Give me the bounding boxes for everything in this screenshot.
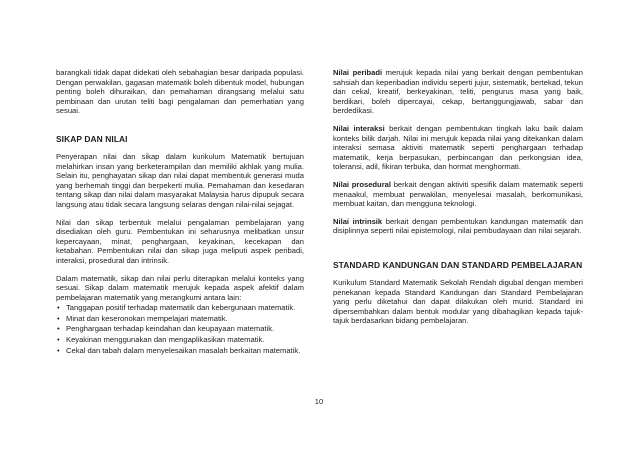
list-item: • Tanggapan positif terhadap matematik dan kebergunaan matematik. — [56, 303, 304, 313]
attitude-list — [56, 303, 304, 355]
page-number: 10 — [314, 397, 324, 406]
value-term: Nilai peribadi — [333, 68, 383, 77]
value-term: Nilai prosedural — [333, 179, 391, 189]
value-text: berkait dengan aktiviti spesifik dalam matematik seperti menaakul, membuat perwakilan, menyelesai masalah, berkomunikasi, membuat kaitan, dan mengguna teknologi. — [333, 179, 583, 209]
value-paragraph-peribadi — [333, 68, 583, 116]
value-paragraph-prosedural — [333, 180, 583, 209]
value-text: merujuk kepada nilai yang berkait dengan pembentukan sahsiah dan keperibadian individu seperti jujur, sistematik, bertekad, tekun dan cekal, kreatif, berkeyakinan, teliti, pengurus masa yang baik, berdikari, boleh dipercayai, cekap, bertanggungjawab, sabar dan berdedikasi. — [333, 68, 583, 116]
value-paragraph-interaksi — [333, 124, 583, 172]
section-heading-sikap-nilai: SIKAP DAN NILAI — [56, 133, 128, 144]
paragraph: Penyerapan nilai dan sikap dalam kurikulum Matematik bertujuan melahirkan insan yang berketerampilan dan memiliki akhlak yang mulia. Selain itu, penghayatan sikap dan nilai dapat membentuk generasi muda yang berhemah tinggi dan berpekerti mulia. Pemahaman dan kesedaran tentang sikap dan nilai dalam masyarakat Malaysia harus dipupuk secara langsung atau tidak secara langsung selaras dengan nilai-nilai sejagat. — [56, 151, 304, 209]
list-item: • Cekal dan tabah dalam menyelesaikan masalah berkaitan matematik. — [56, 346, 304, 356]
paragraph: Nilai dan sikap terbentuk melalui pengalaman pembelajaran yang disediakan oleh guru. Pembentukan ini seharusnya melibatkan unsur kepercayaan, minat, penghargaan, keyakinan, kecekapan dan ketabahan. Pembentukan nilai dan sikap juga meliputi aspek peribadi, interaksi, prosedural dan intrinsik. — [56, 217, 304, 265]
value-paragraph-intrinsik — [333, 217, 583, 236]
value-text: berkait dengan pembentukan kandungan matematik dan disiplinnya seperti nilai epistemologi, nilai pembudayaan dan nilai sejarah. — [333, 216, 584, 236]
section-heading-standard: STANDARD KANDUNGAN DAN STANDARD PEMBELAJARAN — [333, 259, 583, 270]
paragraph: Kurikulum Standard Matematik Sekolah Rendah digubal dengan memberi penekanan kepada Standard Kandungan dan Standard Pembelajaran yang perlu diketahui dan dapat dilakukan oleh murid. Standard ini dipersembahkan dalam bentuk modular yang dibahagikan kepada tajuk-tajuk berdasarkan bidang pembelajaran. — [333, 277, 583, 326]
list-item: • Minat dan keseronokan mempelajari matematik. — [56, 314, 304, 324]
list-item: • Penghargaan terhadap keindahan dan keupayaan matematik. — [56, 324, 304, 334]
left-column — [56, 68, 304, 356]
intro-paragraph: barangkali tidak dapat didekati oleh sebahagian besar daripada populasi. Dengan perwakilan, gagasan matematik boleh dibentuk model, hubungan penting boleh dihuraikan, dan pemahaman dirangsang melalui satu pembinaan dan urutan teliti bagi pengalaman dan pemerhatian yang sesuai. — [56, 68, 304, 116]
value-term: Nilai intrinsik — [333, 216, 383, 226]
right-column — [333, 68, 583, 334]
list-item: • Keyakinan menggunakan dan mengaplikasikan matematik. — [56, 335, 304, 345]
paragraph: Dalam matematik, sikap dan nilai perlu diterapkan melalui konteks yang sesuai. Sikap dalam matematik merujuk kepada aspek afektif dalam pembelajaran matematik yang merangkumi antara lain: — [56, 273, 304, 302]
value-text: berkait dengan pembentukan tingkah laku baik dalam konteks bilik darjah. Nilai ini merujuk kepada nilai yang ditekankan dalam interaksi semasa aktiviti matematik seperti penghargaan terhadap matematik, kerja berpasukan, perbincangan dan perkongsian idea, toleransi, adil, fikiran terbuka, dan hormat menghormati. — [333, 123, 583, 172]
value-term: Nilai interaksi — [333, 123, 385, 133]
